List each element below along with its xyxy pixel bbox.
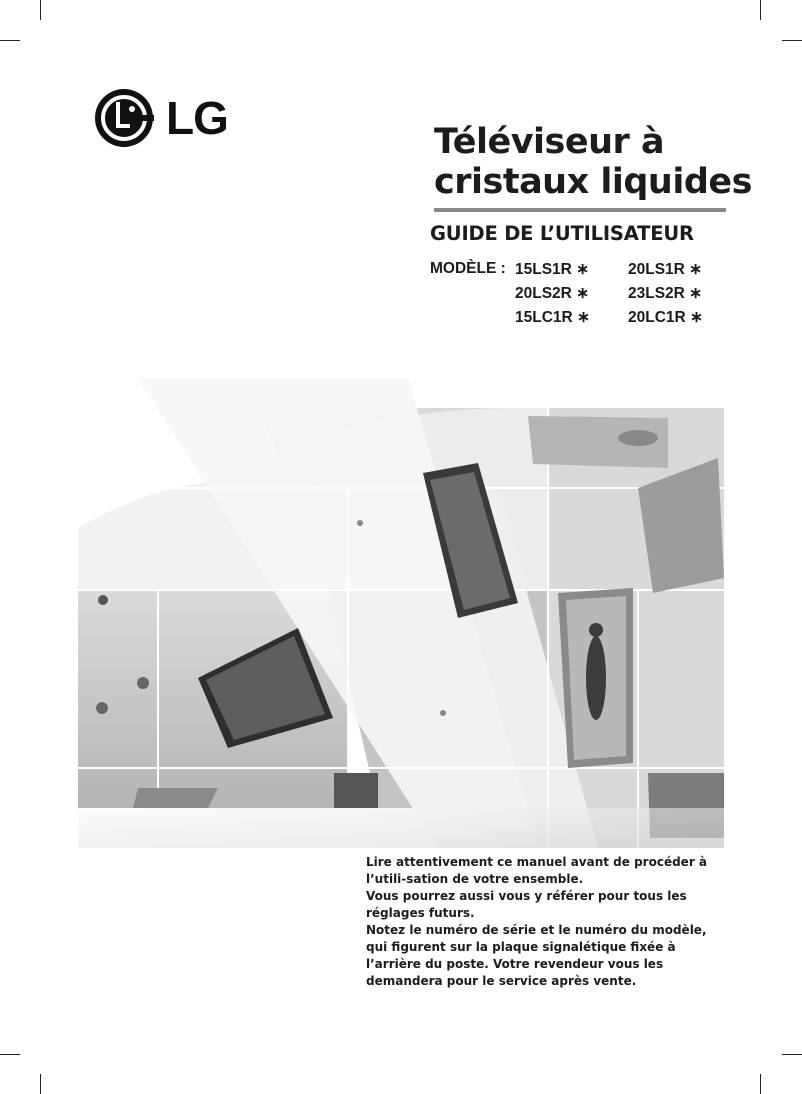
- model-item: 15LC1R ∗: [515, 309, 591, 326]
- brand-logo: [94, 88, 228, 148]
- model-item: 20LC1R ∗: [628, 309, 704, 326]
- notice-paragraph: Vous pourrez aussi vous y référer pour tous les réglages futurs.: [366, 889, 687, 920]
- notice-paragraph: Notez le numéro de série et le numéro du modèle, qui figurent sur la plaque signalétique fixée à l’arrière du poste. Votre revendeur vous les demandera pour le service après vente.: [366, 923, 707, 988]
- lg-face-logo-icon: [94, 88, 154, 148]
- model-item: 20LS1R ∗: [628, 261, 703, 278]
- title-line-2: cristaux liquides: [434, 162, 752, 202]
- crop-mark: [40, 1074, 41, 1094]
- crop-mark: [0, 1054, 20, 1055]
- model-label: MODÈLE :: [430, 260, 506, 277]
- title-line-1: Téléviseur à: [434, 122, 665, 162]
- crop-mark: [760, 0, 761, 20]
- model-item: 23LS2R ∗: [628, 285, 703, 302]
- model-item: 15LS1R ∗: [515, 261, 590, 278]
- reading-notice: [366, 854, 726, 990]
- brand-name: LG: [166, 92, 228, 144]
- cover-photograph: [78, 378, 724, 848]
- notice-paragraph: Lire attentivement ce manuel avant de procéder à l’utili-sation de votre ensemble.: [366, 855, 708, 886]
- crop-mark: [782, 1054, 802, 1055]
- title-divider: [434, 208, 726, 212]
- document-title: [434, 122, 752, 202]
- crop-mark: [0, 40, 20, 41]
- document-subtitle: GUIDE DE L’UTILISATEUR: [430, 222, 694, 245]
- model-item: 20LS2R ∗: [515, 285, 590, 302]
- crop-mark: [782, 40, 802, 41]
- crop-mark: [760, 1074, 761, 1094]
- crop-mark: [40, 0, 41, 20]
